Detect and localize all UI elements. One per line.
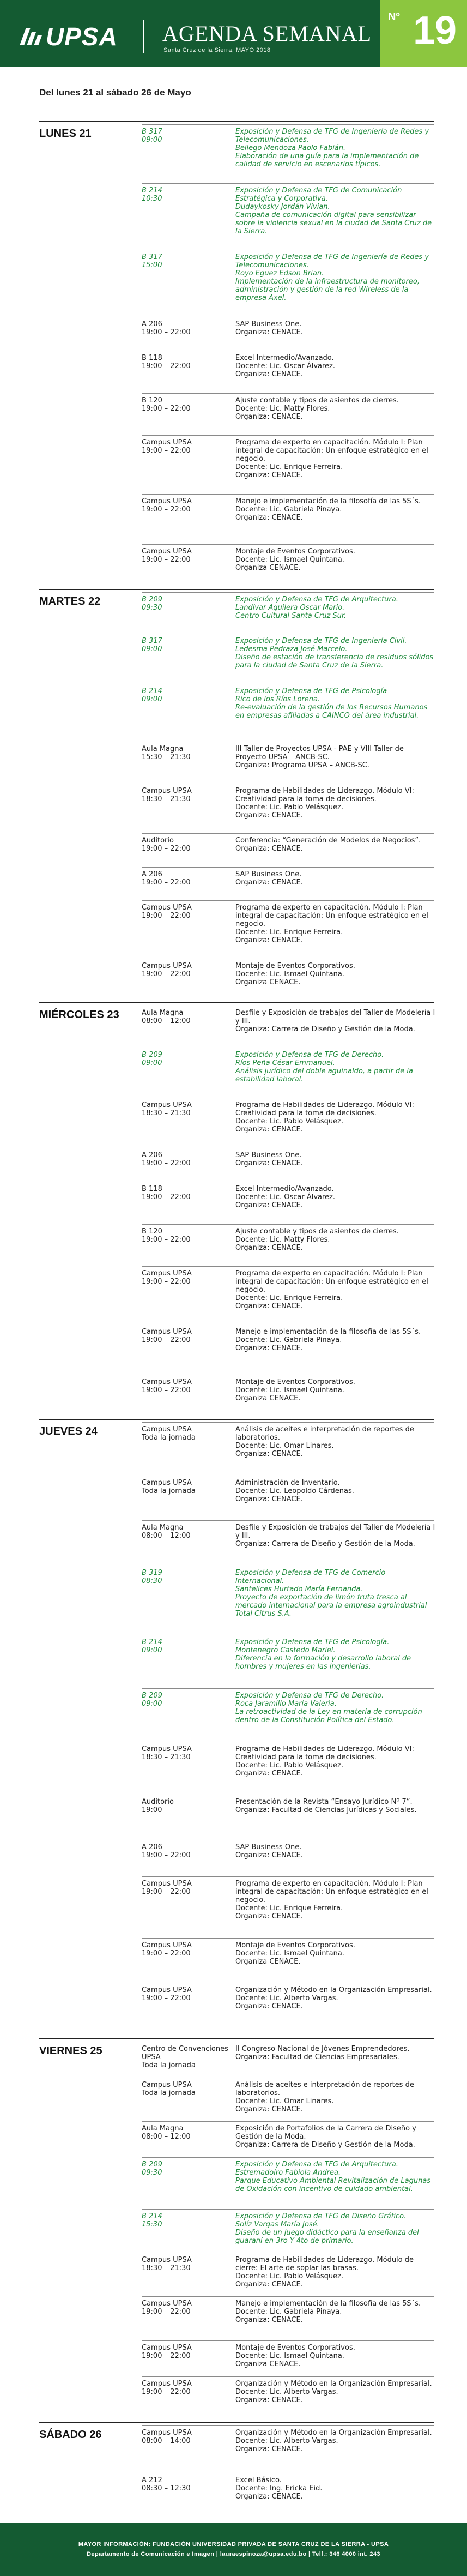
event-description: Exposición y Defensa de TFG de Ingeniería de Redes y Telecomunicaciones. Bellego Mendoza Paolo Fabián. Elaboración de una guía para la implementación de calidad de servicio en escenarios típicos. [235, 128, 429, 168]
day-divider [39, 2422, 434, 2423]
event-description: Programa de Habilidades de Liderazgo. Módulo VI: Creatividad para la toma de decisiones. Docente: Lic. Pablo Velásquez. Organiza: CENACE. [235, 1744, 414, 1778]
event-description: Desfile y Exposición de trabajos del Taller de Modelería I y III. Organiza: Carrera de Diseño y Gestión de la Moda. [235, 1524, 435, 1549]
event-description: Montaje de Eventos Corporativos. Docente: Lic. Ismael Quintana. Organiza CENACE. [235, 961, 355, 986]
event-description: Exposición y Defensa de TFG de Ingeniería de Redes y Telecomunicaciones. Royo Eguez Edson Brian. Implementación de la infraestructura de monitoreo, administración y gestión de la red Wireless de la empresa Axel. [235, 253, 429, 303]
event-location-time: B 214 15:30 [142, 2212, 162, 2229]
logo-text: UPSA [46, 22, 118, 51]
event-location-time: B 209 09:00 [142, 1051, 162, 1068]
event-location-time: Campus UPSA 19:00 – 22:00 [142, 497, 192, 514]
event-description: Excel Básico. Docente: Ing. Ericka Eid. Organiza: CENACE. [235, 2476, 323, 2501]
event-location-time: B 120 19:00 – 22:00 [142, 396, 191, 413]
event-description: Administración de Inventario. Docente: Lic. Leopoldo Cárdenas. Organiza: CENACE. [235, 1478, 354, 1503]
event-divider [142, 1876, 434, 1877]
event-divider [142, 435, 434, 436]
event-divider [142, 494, 434, 495]
event-description: Manejo e implementación de la filosofía de las 5S´s. Docente: Lic. Gabriela Pinaya. Organiza: CENACE. [235, 2300, 421, 2325]
event-description: Programa de experto en capacitación. Módulo I: Plan integral de capacitación: Un enfoque estratégico en el negocio. Docente: Lic. Enrique Ferreira. Organiza: CENACE. [235, 1269, 428, 1310]
event-location-time: A 206 19:00 – 22:00 [142, 870, 191, 887]
logo-mark-icon [21, 27, 43, 46]
day-divider [39, 1419, 434, 1420]
event-location-time: Auditorio 19:00 – 22:00 [142, 836, 191, 853]
event-divider [142, 2209, 434, 2210]
event-location-time: B 317 09:00 [142, 128, 162, 144]
date-range: Del lunes 21 al sábado 26 de Mayo [39, 87, 191, 98]
event-description: Organización y Método en la Organización Empresarial. Docente: Lic. Alberto Vargas. Organiza: CENACE. [235, 2429, 432, 2453]
event-description: III Taller de Proyectos UPSA - PAE y VIII Taller de Proyecto UPSA – ANCB-SC. Organiza: Programa UPSA – ANCB-SC. [235, 745, 404, 770]
event-divider [142, 867, 434, 868]
event-description: Montaje de Eventos Corporativos. Docente: Lic. Ismael Quintana. Organiza CENACE. [235, 1941, 355, 1966]
event-divider [142, 393, 434, 394]
event-location-time: Aula Magna 08:00 – 12:00 [142, 1524, 191, 1540]
event-location-time: Campus UPSA 18:30 – 21:30 [142, 1744, 192, 1761]
event-location-time: Campus UPSA 19:00 – 22:00 [142, 1327, 192, 1344]
page-subtitle: Santa Cruz de la Sierra, MAYO 2018 [163, 47, 271, 53]
issue-number-label: Nº [388, 11, 400, 23]
event-location-time: Campus UPSA 19:00 – 22:00 [142, 1377, 192, 1394]
event-description: Organización y Método en la Organización Empresarial. Docente: Lic. Alberto Vargas. Organiza: CENACE. [235, 2379, 432, 2404]
event-location-time: Campus UPSA 19:00 – 22:00 [142, 1880, 192, 1897]
issue-number-box [380, 0, 467, 67]
event-location-time: Campus UPSA 19:00 – 22:00 [142, 438, 192, 455]
event-location-time: B 214 09:00 [142, 687, 162, 703]
event-description: Excel Intermedio/Avanzado. Docente: Lic. Oscar Álvarez. Organiza: CENACE. [235, 354, 335, 379]
event-location-time: B 317 15:00 [142, 253, 162, 270]
event-description: Exposición y Defensa de TFG de Derecho. Roca Jaramillo María Valeria. La retroactividad de la Ley en materia de corrupción dentro de la Constitución Política del Estado. [235, 1691, 422, 1724]
event-location-time: Campus UPSA 19:00 – 22:00 [142, 2379, 192, 2396]
event-description: Ajuste contable y tipos de asientos de cierres. Docente: Lic. Matty Flores. Organiza: CENACE. [235, 1227, 399, 1252]
event-description: Montaje de Eventos Corporativos. Docente: Lic. Ismael Quintana. Organiza CENACE. [235, 2343, 355, 2368]
event-divider [142, 833, 434, 834]
event-divider [142, 2376, 434, 2377]
event-description: Exposición y Defensa de TFG de Diseño Gráfico. Solíz Vargas María José. Diseño de un juego didáctico para la enseñanza del guaraní en 3ro Y 4to de primario. [235, 2212, 419, 2245]
event-divider [142, 544, 434, 545]
event-location-time: Campus UPSA 19:00 – 22:00 [142, 1269, 192, 1286]
header-banner [0, 0, 467, 67]
event-location-time: A 206 19:00 – 22:00 [142, 1151, 191, 1168]
footer-contact: Departamento de Comunicación e Imagen | lauraespinoza@upsa.edu.bo | Telf.: 346 4000 int. 243 [87, 2551, 380, 2557]
event-location-time: Campus UPSA 18:30 – 21:30 [142, 786, 192, 803]
event-description: Manejo e implementación de la filosofía de las 5S´s. Docente: Lic. Gabriela Pinaya. Organiza: CENACE. [235, 497, 421, 522]
event-location-time: Campus UPSA 19:00 – 22:00 [142, 1986, 192, 2003]
event-divider [142, 592, 434, 593]
event-description: Exposición y Defensa de TFG de Psicología Rico de los Ríos Lorena. Re-evaluación de la gestión de los Recursos Humanos en empresas afiliadas a CAINCO del área industrial. [235, 687, 428, 720]
event-description: Exposición y Defensa de TFG de Comunicación Estratégica y Corporativa. Dudaykosky Jordán Vivian. Campaña de comunicación digital para sensibilizar sobre la violencia sexual en la ciudad de Santa Cruz de la Sierra. [235, 186, 432, 236]
event-location-time: Campus UPSA Toda la jornada [142, 1478, 196, 1495]
event-divider [142, 2425, 434, 2426]
event-location-time: B 214 09:00 [142, 1638, 162, 1655]
event-divider [142, 2157, 434, 2158]
event-description: SAP Business One. Organiza: CENACE. [235, 1151, 303, 1168]
event-description: Excel Intermedio/Avanzado. Docente: Lic. Oscar Álvarez. Organiza: CENACE. [235, 1185, 335, 1210]
event-description: Programa de Habilidades de Liderazgo. Módulo VI: Creatividad para la toma de decisiones. Docente: Lic. Pablo Velásquez. Organiza: CENACE. [235, 786, 414, 820]
event-location-time: Campus UPSA 19:00 – 22:00 [142, 961, 192, 978]
event-description: Exposición y Defensa de TFG de Comercio Internacional. Santelices Hurtado María Fernanda. Proyecto de exportación de limón fruta fresca al mercado internacional para la empresa agroindustrial Total Citrus S.A. [235, 1568, 427, 1618]
event-location-time: A 206 19:00 – 22:00 [142, 1843, 191, 1859]
event-location-time: Campus UPSA 19:00 – 22:00 [142, 1941, 192, 1958]
event-location-time: B 118 19:00 – 22:00 [142, 354, 191, 371]
event-description: Exposición y Defensa de TFG de Arquitectura. Estremadoiro Fabiola Andrea. Parque Educativo Ambiental Revitalización de Lagunas de Oxidación con incentivo de cuidado ambiental. [235, 2160, 431, 2194]
event-location-time: Campus UPSA 18:30 – 21:30 [142, 1101, 192, 1118]
event-divider [142, 1224, 434, 1225]
event-location-time: Campus UPSA 08:00 – 14:00 [142, 2429, 192, 2445]
event-location-time: Campus UPSA Toda la jornada [142, 1425, 196, 1442]
event-location-time: Aula Magna 08:00 – 12:00 [142, 1009, 191, 1025]
event-description: Exposición y Defensa de TFG de Psicología. Montenegro Castedo Mariel. Diferencia en la formación y desarrollo laboral de hombres y mujeres en las ingenierías. [235, 1638, 411, 1671]
event-divider [142, 1938, 434, 1939]
event-location-time: Aula Magna 15:30 – 21:30 [142, 745, 191, 762]
event-location-time: B 209 09:30 [142, 2160, 162, 2177]
event-location-time: B 214 10:30 [142, 186, 162, 203]
event-divider [142, 183, 434, 184]
event-divider [142, 2296, 434, 2297]
event-description: II Congreso Nacional de Jóvenes Emprendedores. Organiza: Facultad de Ciencias Empresariales. [235, 2045, 410, 2061]
event-description: Programa de experto en capacitación. Módulo I: Plan integral de capacitación: Un enfoque estratégico en el negocio. Docente: Lic. Enrique Ferreira. Organiza: CENACE. [235, 904, 428, 945]
event-location-time: Campus UPSA 19:00 – 22:00 [142, 904, 192, 920]
day-label: JUEVES 24 [39, 1425, 98, 1437]
event-location-time: Aula Magna 08:00 – 12:00 [142, 2124, 191, 2141]
event-description: Presentación de la Revista “Ensayo Jurídico Nº 7”. Organiza: Facultad de Ciencias Jurídicas y Sociales. [235, 1798, 417, 1815]
day-label: LUNES 21 [39, 128, 92, 140]
day-label: MIÉRCOLES 23 [39, 1009, 119, 1021]
event-description: Análisis de aceites e interpretación de reportes de laboratorios. Docente: Lic. Omar Linares. Organiza: CENACE. [235, 1425, 414, 1458]
event-description: SAP Business One. Organiza: CENACE. [235, 870, 303, 887]
event-location-time: Campus UPSA 19:00 – 22:00 [142, 2300, 192, 2316]
event-description: Programa de experto en capacitación. Módulo I: Plan integral de capacitación: Un enfoque estratégico en el negocio. Docente: Lic. Enrique Ferreira. Organiza: CENACE. [235, 1880, 428, 1921]
page-title: AGENDA SEMANAL [162, 21, 372, 46]
issue-number: 19 [413, 9, 457, 52]
event-description: Desfile y Exposición de trabajos del Taller de Modelería I y III. Organiza: Carrera de Diseño y Gestión de la Moda. [235, 1009, 435, 1033]
day-divider [39, 2038, 434, 2039]
footer-info: MAYOR INFORMACIÓN: FUNDACIÓN UNIVERSIDAD PRIVADA DE SANTA CRUZ DE LA SIERRA - UPSA [78, 2541, 389, 2548]
event-divider [142, 1520, 434, 1521]
event-description: Análisis de aceites e interpretación de reportes de laboratorios. Docente: Lic. Omar Linares. Organiza: CENACE. [235, 2080, 414, 2114]
event-description: Organización y Método en la Organización Empresarial. Docente: Lic. Alberto Vargas. Organiza: CENACE. [235, 1986, 432, 2011]
event-divider [142, 900, 434, 901]
event-description: Programa de Habilidades de Liderazgo. Módulo de cierre: El arte de soplar las brasas. Docente: Lic. Pablo Velásquez. Organiza: CENACE. [235, 2256, 414, 2289]
event-location-time: Campus UPSA 19:00 – 22:00 [142, 547, 192, 564]
event-description: Exposición y Defensa de TFG de Arquitectura. Landívar Aguilera Oscar Mario. Centro Cultural Santa Cruz Sur. [235, 595, 398, 620]
event-description: Exposición y Defensa de TFG de Ingeniería Civil. Ledesma Pedraza José Marcelo. Diseño de estación de transferencia de residuos sólidos para la ciudad de Santa Cruz de la Sierra. [235, 637, 434, 670]
event-divider [142, 2121, 434, 2122]
event-location-time: Centro de Convenciones UPSA Toda la jornada [142, 2045, 228, 2069]
event-description: Programa de experto en capacitación. Módulo I: Plan integral de capacitación: Un enfoque estratégico en el negocio. Docente: Lic. Enrique Ferreira. Organiza: CENACE. [235, 438, 428, 480]
event-location-time: B 209 09:00 [142, 1691, 162, 1708]
day-label: MARTES 22 [39, 595, 101, 607]
event-location-time: B 319 08:30 [142, 1568, 162, 1585]
event-location-time: B 209 09:30 [142, 595, 162, 612]
event-divider [142, 1266, 434, 1267]
event-description: SAP Business One. Organiza: CENACE. [235, 320, 303, 336]
day-label: SÁBADO 26 [39, 2429, 102, 2441]
event-description: Montaje de Eventos Corporativos. Docente: Lic. Ismael Quintana. Organiza CENACE. [235, 547, 355, 573]
footer-banner [0, 2523, 467, 2576]
event-description: Conferencia: “Generación de Modelos de Negocios”. Organiza: CENACE. [235, 836, 421, 853]
event-description: SAP Business One. Organiza: CENACE. [235, 1843, 303, 1859]
event-divider [142, 1422, 434, 1423]
day-label: VIERNES 25 [39, 2045, 102, 2057]
upsa-logo [21, 22, 118, 51]
event-location-time: A 206 19:00 – 22:00 [142, 320, 191, 336]
event-location-time: Campus UPSA Toda la jornada [142, 2080, 196, 2097]
event-location-time: Campus UPSA 19:00 – 22:00 [142, 2343, 192, 2360]
event-description: Montaje de Eventos Corporativos. Docente: Lic. Ismael Quintana. Organiza CENACE. [235, 1377, 355, 1403]
event-location-time: Auditorio 19:00 [142, 1798, 174, 1815]
event-location-time: B 317 09:00 [142, 637, 162, 654]
event-divider [142, 124, 434, 125]
event-location-time: B 120 19:00 – 22:00 [142, 1227, 191, 1244]
event-divider [142, 2340, 434, 2341]
event-description: Manejo e implementación de la filosofía de las 5S´s. Docente: Lic. Gabriela Pinaya. Organiza: CENACE. [235, 1327, 421, 1352]
event-description: Exposición de Portafolios de la Carrera de Diseño y Gestión de la Moda. Organiza: Carrera de Diseño y Gestión de la Moda. [235, 2124, 416, 2150]
event-description: Ajuste contable y tipos de asientos de cierres. Docente: Lic. Matty Flores. Organiza: CENACE. [235, 396, 399, 421]
event-description: Programa de Habilidades de Liderazgo. Módulo VI: Creatividad para la toma de decisiones. Docente: Lic. Pablo Velásquez. Organiza: CENACE. [235, 1101, 414, 1134]
event-description: Exposición y Defensa de TFG de Derecho. Ríos Peña César Emmanuel. Análisis jurídico del doble aguinaldo, a partir de la estabilidad laboral. [235, 1051, 413, 1084]
event-divider [142, 1688, 434, 1689]
day-divider [39, 121, 434, 122]
day-divider [39, 589, 434, 590]
day-divider [39, 1002, 434, 1003]
event-location-time: Campus UPSA 18:30 – 21:30 [142, 2256, 192, 2273]
event-location-time: B 118 19:00 – 22:00 [142, 1185, 191, 1202]
header-divider [143, 20, 144, 53]
event-location-time: A 212 08:30 – 12:30 [142, 2476, 191, 2493]
